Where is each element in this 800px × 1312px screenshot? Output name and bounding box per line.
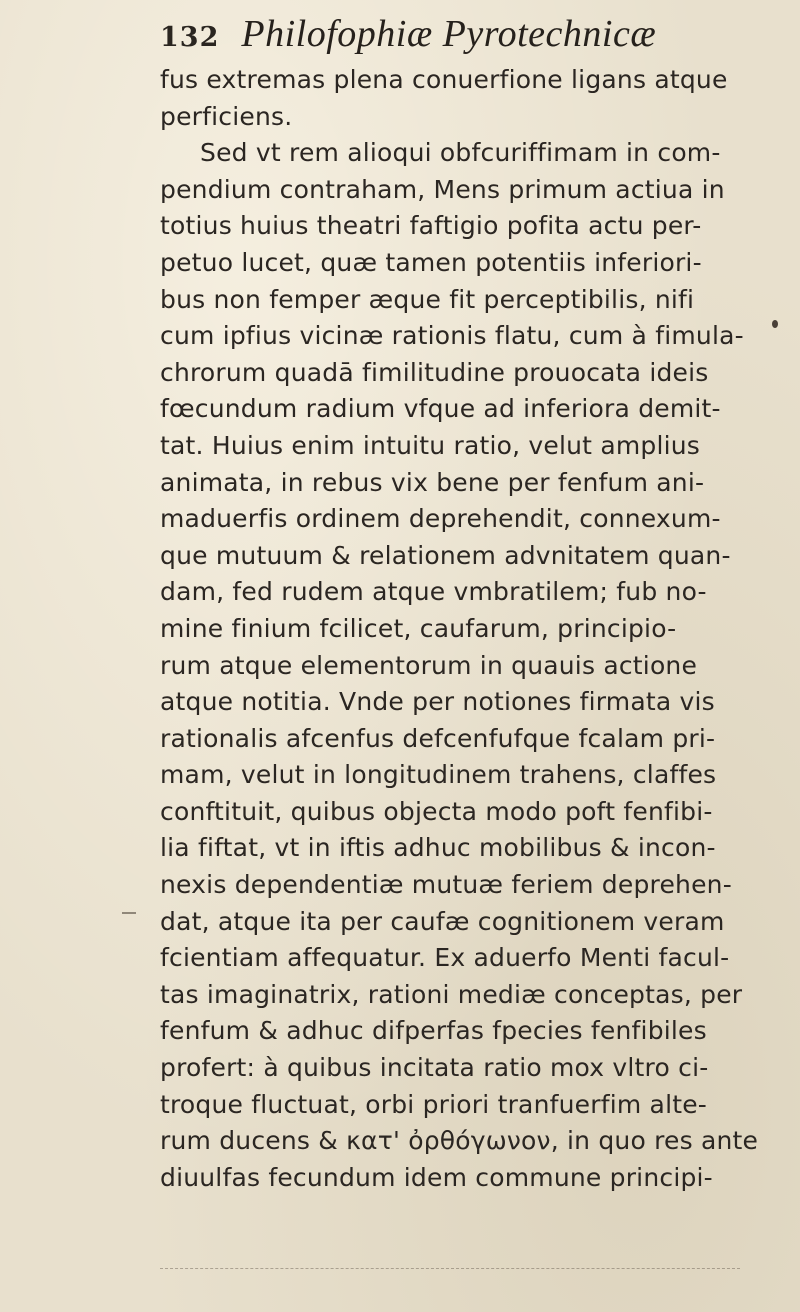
- page-header: [160, 12, 720, 62]
- text-line: fus extremas plena conuerfione ligans atque: [160, 65, 728, 94]
- text-line: mam, velut in longitudinem trahens, claffes: [160, 760, 717, 790]
- text-line: dat, atque ita per caufæ cognitionem veram: [160, 906, 725, 936]
- text-line: diuulfas fecundum idem commune principi-: [160, 1162, 713, 1192]
- text-line: rum atque elementorum in quauis actione: [160, 650, 698, 680]
- text-line: animata, in rebus vix bene per fenfum ani-: [160, 467, 705, 497]
- footer-rule: [160, 1268, 740, 1269]
- text-line: mine finium fcilicet, caufarum, principio-: [160, 613, 677, 643]
- text-line: Sed vt rem alioqui obfcuriffimam in com-: [200, 138, 721, 168]
- text-line: conftituit, quibus objecta modo poft fenfibi-: [160, 796, 713, 826]
- body-text: [160, 62, 759, 1196]
- text-line: maduerfis ordinem deprehendit, connexum-: [160, 504, 721, 534]
- text-line: dam, fed rudem atque vmbratilem; fub no-: [160, 577, 707, 607]
- text-line: rum ducens & κατ' ὀρθόγωνον, in quo res ante: [160, 1126, 759, 1156]
- text-line: fenfum & adhuc difperfas fpecies fenfibiles: [160, 1016, 707, 1046]
- text-line: troque fluctuat, orbi priori tranfuerfim alte-: [160, 1089, 708, 1119]
- text-line: pendium contraham, Mens primum actiua in: [160, 174, 725, 204]
- text-line: petuo lucet, quæ tamen potentiis inferiori-: [160, 247, 702, 277]
- text-line: atque notitia. Vnde per notiones firmata vis: [160, 687, 715, 717]
- text-line: nexis dependentiæ mutuæ feriem deprehen-: [160, 870, 732, 900]
- text-line: perficiens.: [160, 101, 293, 131]
- ink-mark: [122, 912, 136, 914]
- text-line: lia fiftat, vt in iftis adhuc mobilibus & incon-: [160, 833, 716, 863]
- text-line: totius huius theatri faftigio pofita actu per-: [160, 211, 702, 241]
- running-title: Philofophiæ Pyrotechnicæ: [241, 13, 657, 55]
- text-line: que mutuum & relationem advnitatem quan-: [160, 540, 731, 570]
- ink-spot: [772, 320, 778, 328]
- text-line: chrorum quadā fimilitudine prouocata ideis: [160, 357, 709, 387]
- text-line: tat. Huius enim intuitu ratio, velut amplius: [160, 430, 701, 460]
- page-number: 132: [160, 22, 220, 53]
- text-line: bus non femper æque fit perceptibilis, nifi: [160, 284, 695, 314]
- text-line: tas imaginatrix, rationi mediæ conceptas, per: [160, 979, 743, 1009]
- text-line: cum ipfius vicinæ rationis flatu, cum à fimula-: [160, 321, 744, 351]
- text-line: fcientiam affequatur. Ex aduerfo Menti facul-: [160, 943, 730, 973]
- text-line: profert: à quibus incitata ratio mox vltro ci-: [160, 1053, 709, 1083]
- text-line: rationalis afcenfus defcenfufque fcalam pri-: [160, 723, 716, 753]
- text-line: fœcundum radium vfque ad inferiora demit-: [160, 394, 721, 424]
